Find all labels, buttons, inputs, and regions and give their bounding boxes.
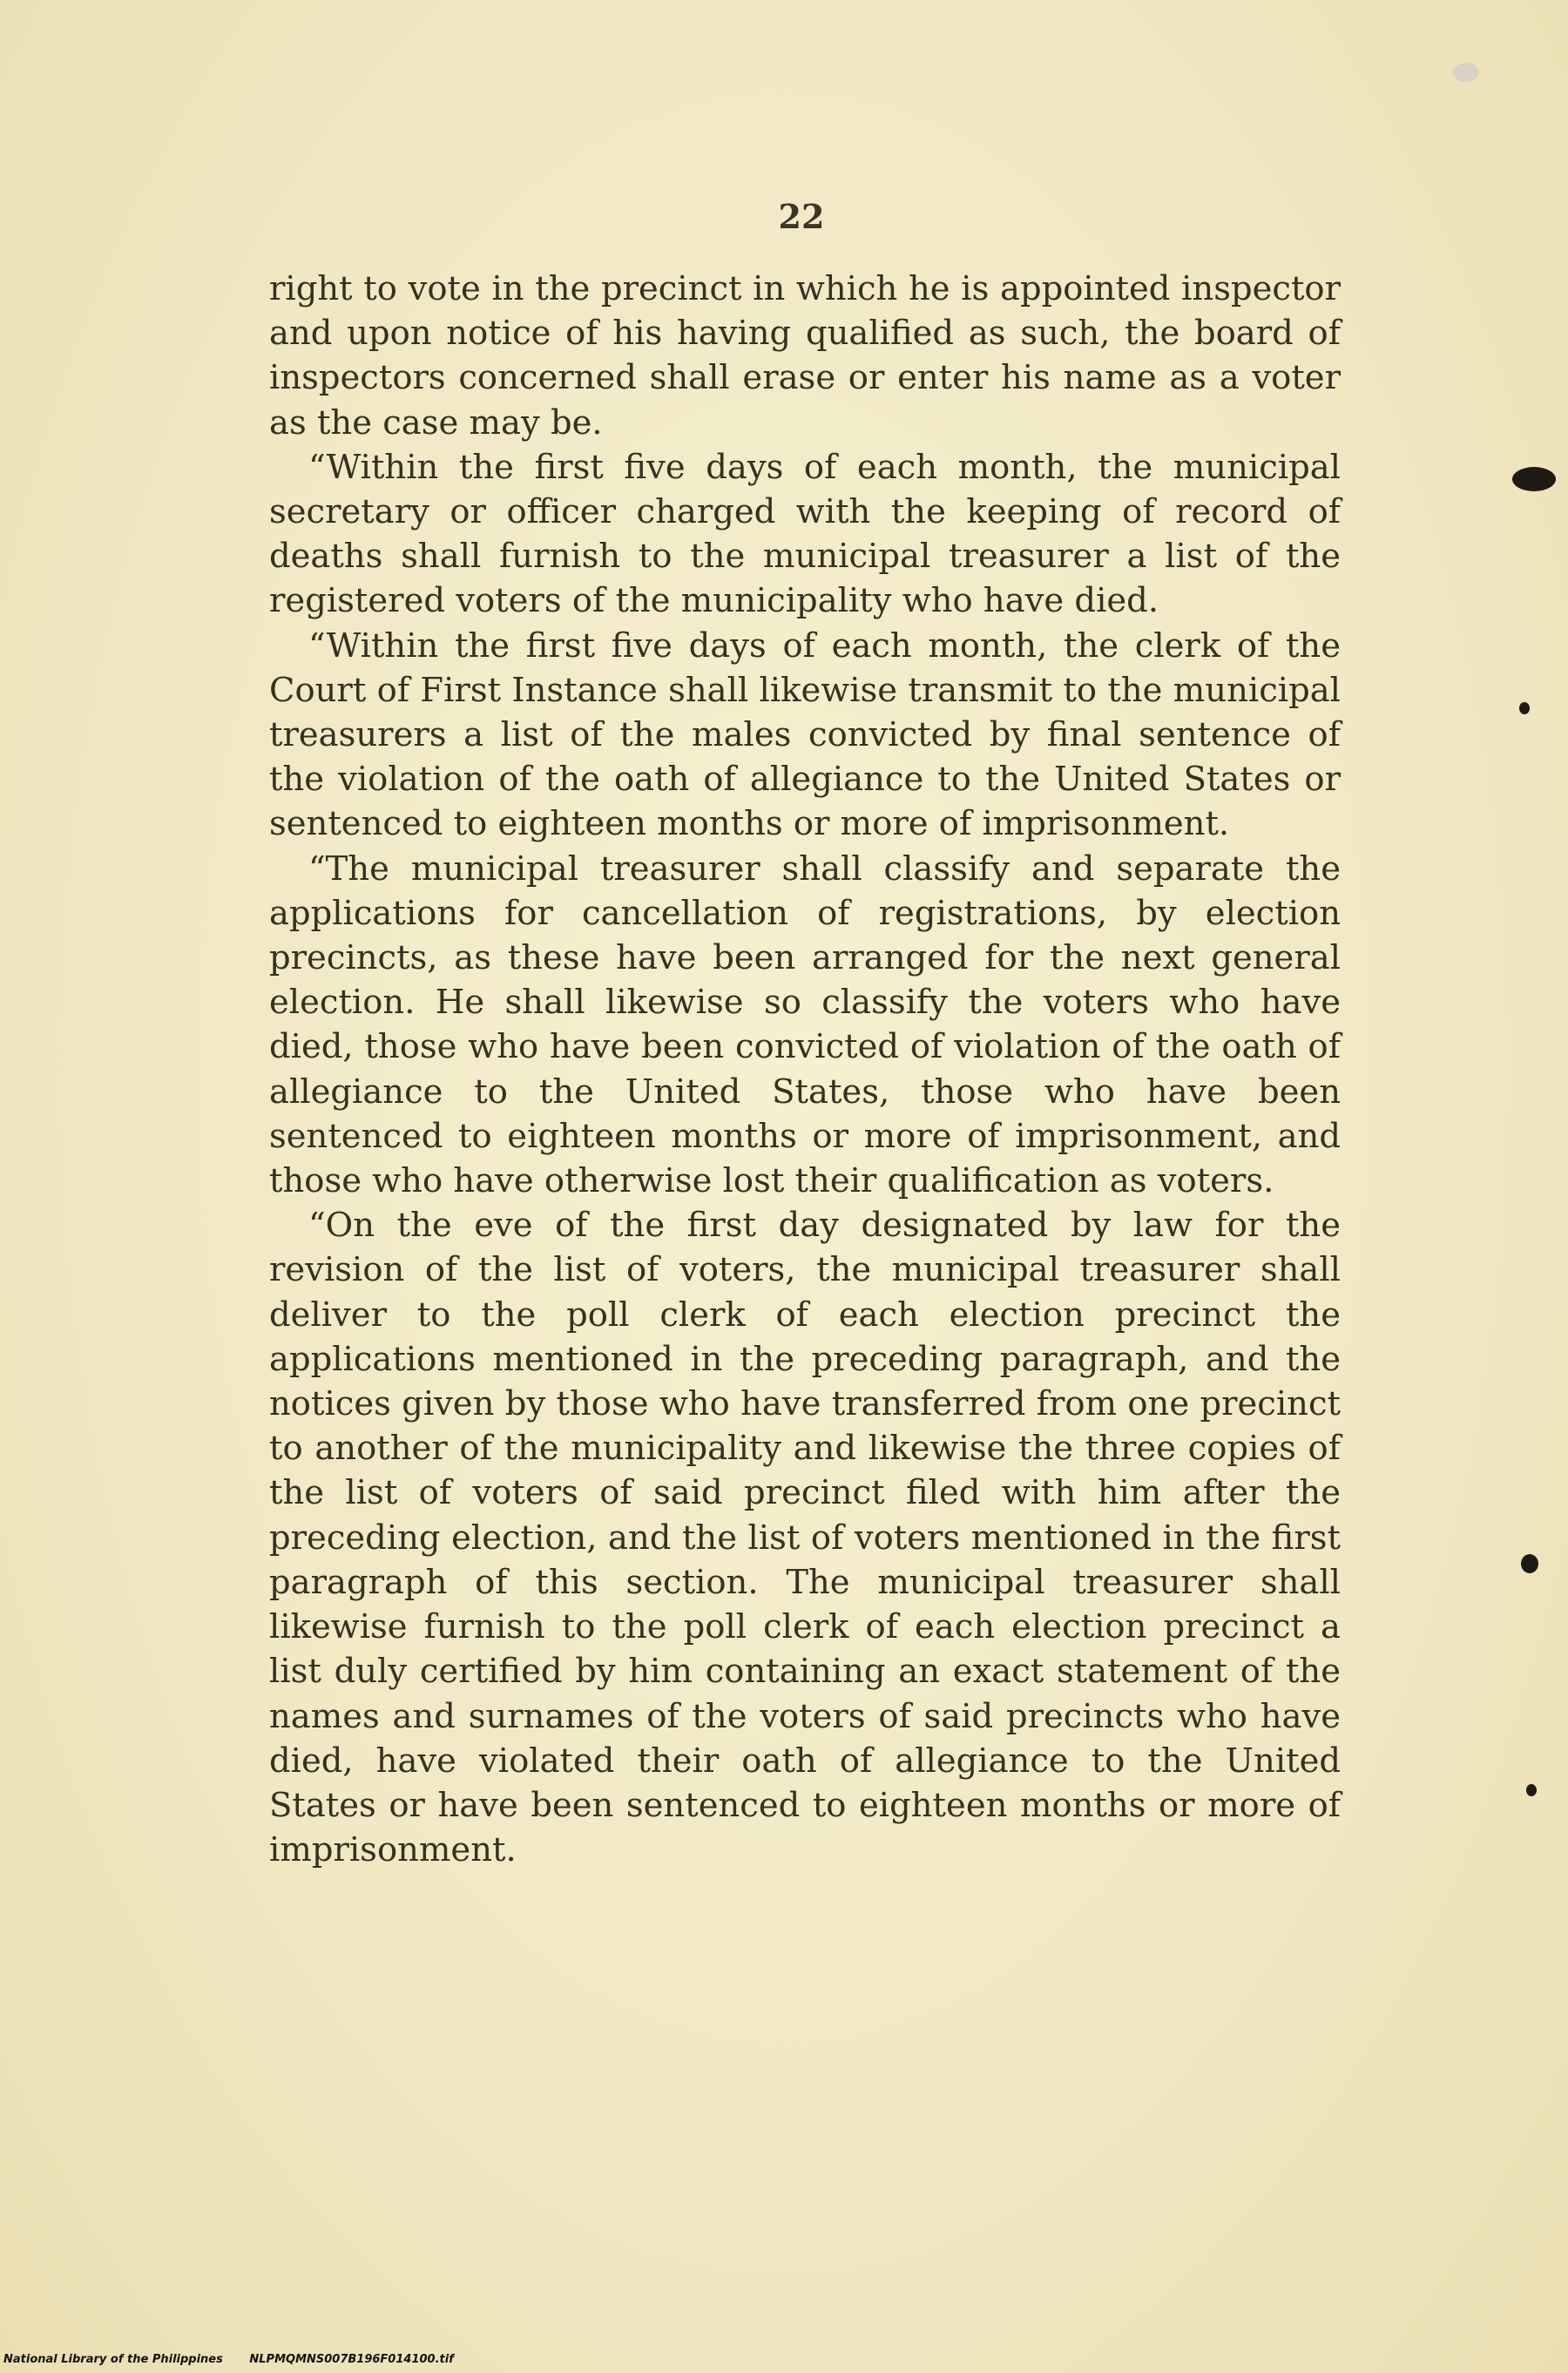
binding-hole-mark xyxy=(1512,467,1556,491)
library-credit: National Library of the Philippines xyxy=(3,2353,223,2366)
paragraph-continuation: right to vote in the precinct in which he is appointed inspector and upon notice of his having qualified as such, the board of inspectors concerned shall erase or enter his name as a voter as the case may be. xyxy=(269,269,1341,443)
file-identifier: NLPMQMNS007B196F014100.tif xyxy=(249,2353,454,2366)
scan-footer xyxy=(3,2353,454,2366)
body-text xyxy=(269,267,1341,1872)
binding-hole-mark xyxy=(1519,702,1530,714)
binding-hole-mark xyxy=(1526,1784,1537,1796)
binding-hole-mark xyxy=(1521,1554,1538,1573)
paragraph-treasurer-classify: “The municipal treasurer shall classify and separate the applications for cancellation of registrations, by election precincts, as these have been arranged for the next general election. He shall likewise so classify the voters who have died, those who have been convicted of violation of the oath of allegiance to the United States, those who have been sentenced to eighteen months or more of imprisonment, and those who have otherwise lost their qualification as voters. xyxy=(269,848,1341,1201)
paragraph-revision-eve: “On the eve of the first day designated by law for the revision of the list of voters, the municipal treasurer shall deliver to the poll clerk of each election precinct the applications mentioned in the preceding paragraph, and the notices given by those who have transferred from one precinct to another of the municipality and likewise the three copies of the list of voters of said precinct filed with him after the preceding election, and the list of voters mentioned in the first paragraph of this section. The municipal treasurer shall likewise furnish to the poll clerk of each election precinct a list duly certified by him containing an exact statement of the names and surnames of the voters of said precincts who have died, have violated their oath of allegiance to the United States or have been sentenced to eighteen months or more of imprisonment. xyxy=(269,1206,1341,1870)
page-number: 22 xyxy=(778,197,825,236)
paragraph-court-clerk: “Within the first five days of each month, the clerk of the Court of First Instance shall likewise transmit to the municipal treasurers a list of the males convicted by final sentence of the violation of the oath of allegiance to the United States or sentenced to eighteen months or more of imprisonment. xyxy=(269,625,1341,844)
corner-smudge xyxy=(1453,63,1479,82)
paragraph-municipal-secretary: “Within the first five days of each month, the municipal secretary or officer charged with the keeping of record of deaths shall furnish to the municipal treasurer a list of the registered voters of the municipality who have died. xyxy=(269,447,1341,621)
